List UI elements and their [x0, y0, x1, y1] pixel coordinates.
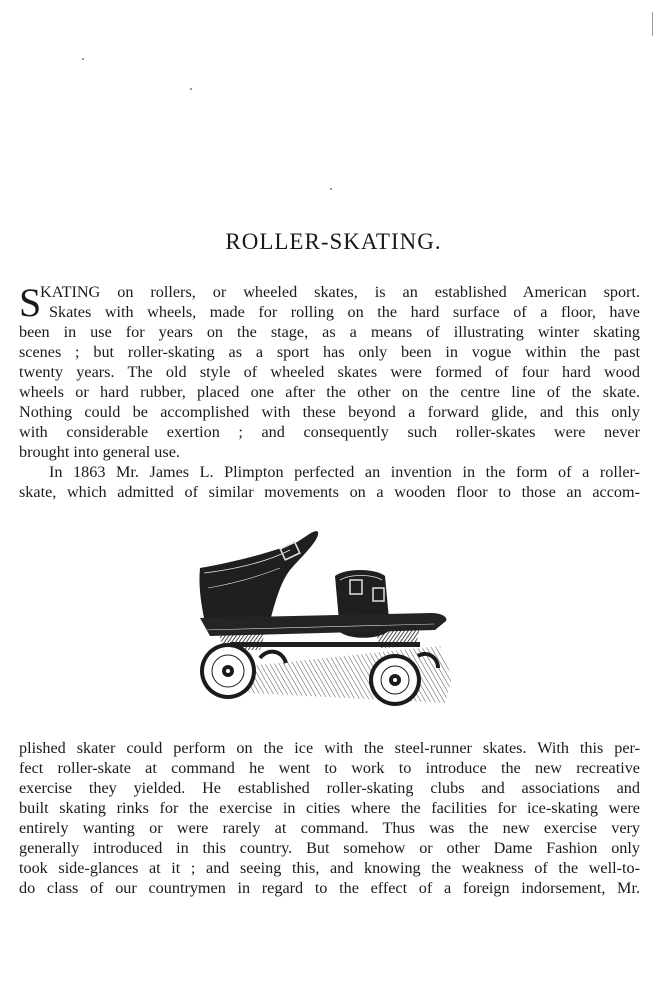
- page-edge-mark: [652, 12, 653, 36]
- text-line: do class of our countrymen in regard to the effect of a foreign indorsement, Mr.: [19, 879, 640, 897]
- paper-speck: [190, 88, 192, 90]
- paragraph-1: [19, 282, 640, 502]
- text-line: fect roller-skate at command he went to work to introduce the new recreative: [19, 759, 640, 777]
- paper-speck: [82, 58, 84, 60]
- text-line: skate, which admitted of similar movements on a wooden floor to those an accom-: [19, 483, 640, 501]
- text-line: generally introduced in this country. But somehow or other Dame Fashion only: [19, 839, 640, 857]
- paragraph-2-continued: [19, 738, 640, 898]
- drop-cap: S: [19, 280, 42, 325]
- paper-speck: [330, 188, 332, 190]
- text-line: took side-glances at it ; and seeing this, and knowing the weakness of the well-to-: [19, 859, 640, 877]
- text-line: Skates with wheels, made for rolling on the hard surface of a floor, have: [49, 303, 640, 321]
- text-line: KATING on rollers, or wheeled skates, is an established American sport.: [40, 283, 640, 301]
- text-line: exercise they yielded. He established roller-skating clubs and associations and: [19, 779, 640, 797]
- text-line: Nothing could be accomplished with these beyond a forward glide, and this only: [19, 403, 640, 421]
- roller-skate-engraving-icon: [190, 518, 455, 713]
- text-line: been in use for years on the stage, as a means of illustrating winter skating: [19, 323, 640, 341]
- text-line: wheels or hard rubber, placed one after the other on the centre line of the skate.: [19, 383, 640, 401]
- text-line: entirely wanting or were rarely at command. Thus was the new exercise very: [19, 819, 640, 837]
- text-line: In 1863 Mr. James L. Plimpton perfected an invention in the form of a roller-: [49, 463, 640, 481]
- text-line: with considerable exertion ; and consequently such roller-skates were never: [19, 423, 640, 441]
- text-line: twenty years. The old style of wheeled skates were formed of four hard wood: [19, 363, 640, 381]
- page-title: ROLLER-SKATING.: [225, 229, 442, 254]
- text-line: plished skater could perform on the ice with the steel-runner skates. With this per-: [19, 739, 640, 757]
- text-line: brought into general use.: [19, 443, 180, 461]
- text-line: built skating rinks for the exercise in cities where the facilities for ice-skating were: [19, 799, 640, 817]
- text-line: scenes ; but roller-skating as a sport has only been in vogue within the past: [19, 343, 640, 361]
